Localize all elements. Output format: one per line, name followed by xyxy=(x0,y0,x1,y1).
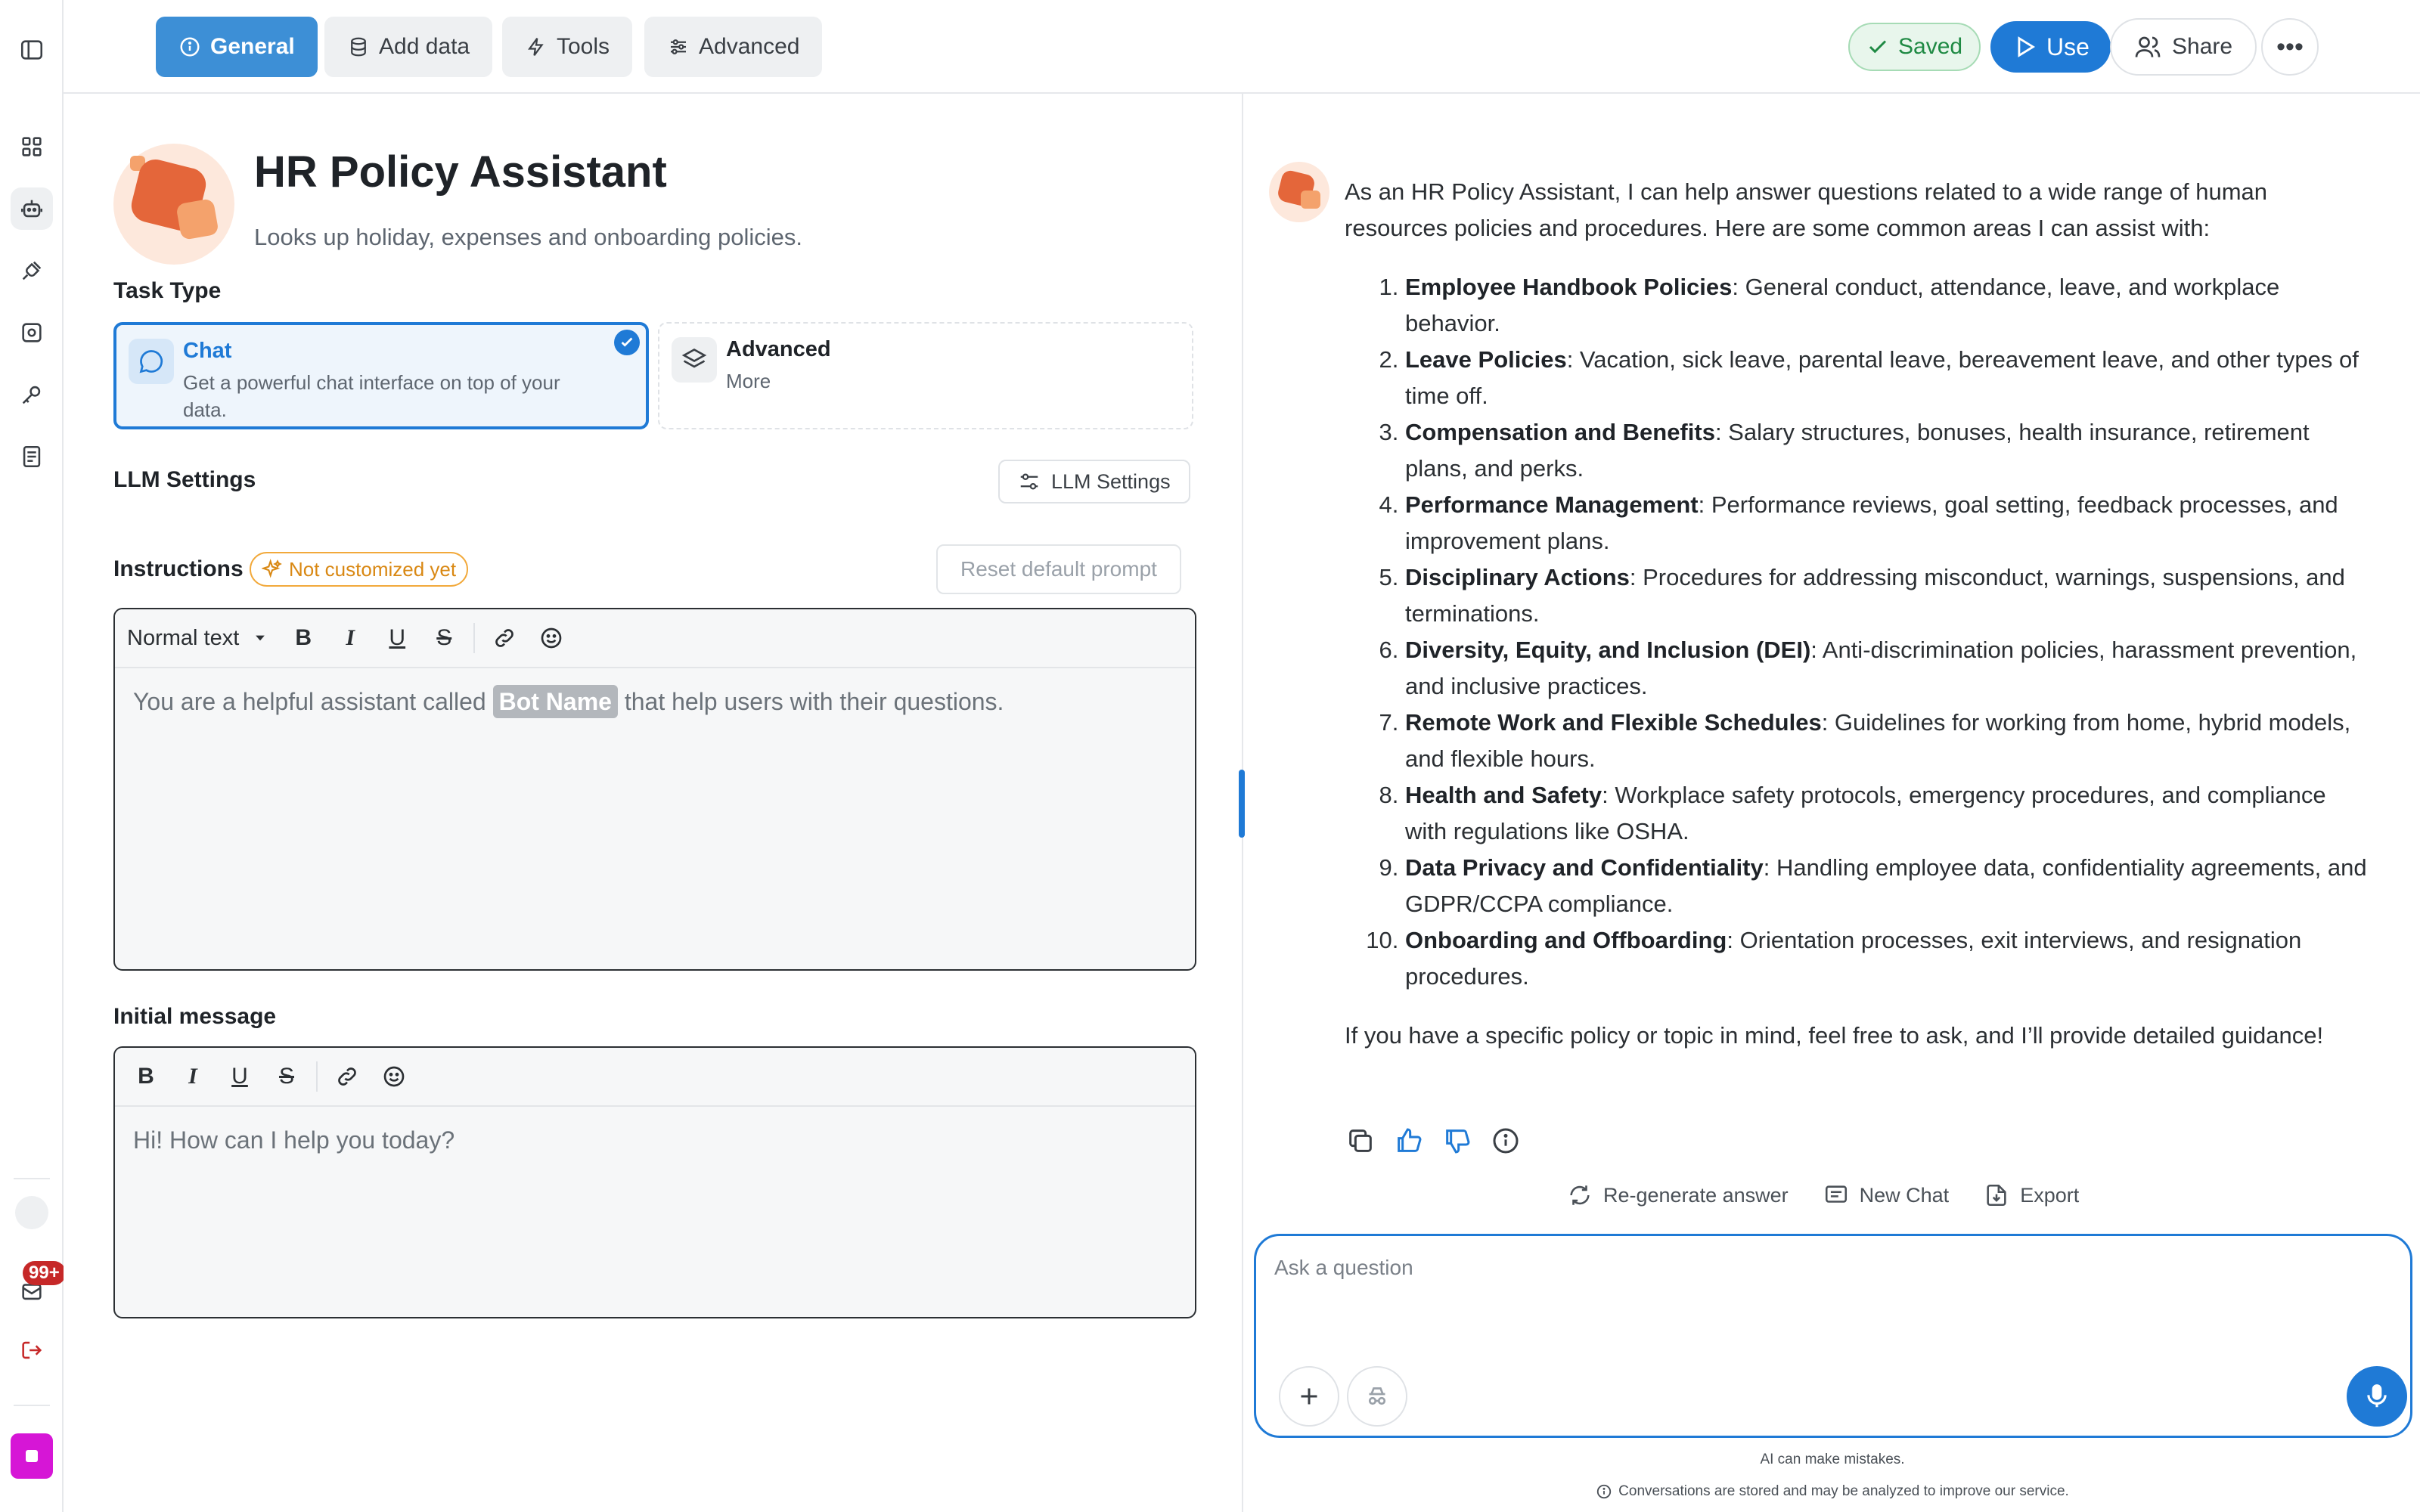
rail-divider xyxy=(14,1405,50,1406)
grid-icon[interactable] xyxy=(11,125,53,168)
export-label: Export xyxy=(2020,1183,2080,1207)
saved-label: Saved xyxy=(1898,34,1963,59)
task-option-name: Advanced xyxy=(726,337,831,361)
list-item: 10. Onboarding and Offboarding: Orientation processes, exit interviews, and resignation procedures. xyxy=(1405,922,2373,995)
use-label: Use xyxy=(2046,33,2090,60)
list-item: 5. Disciplinary Actions: Procedures for addressing misconduct, warnings, suspensions, and terminations. xyxy=(1405,559,2373,632)
llm-settings-button-label: LLM Settings xyxy=(1051,469,1171,493)
instructions-text[interactable] xyxy=(115,668,1195,735)
tab-general[interactable] xyxy=(156,17,318,77)
thumbs-up-icon[interactable] xyxy=(1393,1125,1425,1157)
instructions-label: Instructions xyxy=(113,556,244,581)
microphone-icon xyxy=(2363,1382,2391,1411)
selected-check-icon xyxy=(614,330,640,355)
regenerate-label: Re-generate answer xyxy=(1603,1183,1789,1207)
instructions-text-before: You are a helpful assistant called xyxy=(133,688,493,715)
chat-preview-panel xyxy=(1245,94,2420,1512)
incognito-icon xyxy=(1364,1383,1391,1410)
text-style-select[interactable] xyxy=(124,626,278,651)
list-item: 2. Leave Policies: Vacation, sick leave, parental leave, bereavement leave, and other types of time off. xyxy=(1405,342,2373,414)
tab-label: Add data xyxy=(379,34,470,59)
initial-message-text[interactable]: Hi! How can I help you today? xyxy=(133,1126,455,1154)
top-toolbar xyxy=(64,0,2420,94)
database-icon xyxy=(347,36,370,58)
toolbar-separator xyxy=(473,623,475,653)
logout-icon[interactable] xyxy=(11,1329,53,1371)
rail-divider xyxy=(14,1178,50,1179)
chat-composer xyxy=(1254,1234,2412,1438)
underline-icon[interactable]: U xyxy=(231,1064,248,1089)
llm-settings-label: LLM Settings xyxy=(113,467,256,492)
task-option-chat[interactable] xyxy=(113,322,649,429)
task-type-label: Task Type xyxy=(113,278,222,303)
toolbar-separator xyxy=(316,1061,318,1092)
incognito-button[interactable] xyxy=(1347,1366,1407,1427)
regenerate-answer-button[interactable] xyxy=(1567,1182,1789,1208)
instructions-editor xyxy=(113,608,1196,971)
message-intro: As an HR Policy Assistant, I can help answer questions related to a wide range of human resources policies and procedures. Here are some common areas I can assist with: xyxy=(1345,178,2268,241)
editor-toolbar xyxy=(115,1048,1195,1107)
strikethrough-icon[interactable]: S xyxy=(278,1064,294,1089)
text-style-value: Normal text xyxy=(127,625,240,650)
key-icon[interactable] xyxy=(11,373,53,416)
document-icon[interactable] xyxy=(11,435,53,478)
message-square-icon xyxy=(1823,1182,1849,1208)
panel-resize-handle[interactable] xyxy=(1239,770,1245,838)
export-button[interactable] xyxy=(1984,1182,2079,1208)
tab-label: Advanced xyxy=(699,34,800,59)
list-item: 6. Diversity, Equity, and Inclusion (DEI): Anti-discrimination policies, harassment prevention, and inclusive practices. xyxy=(1405,632,2373,705)
sliders-icon xyxy=(667,36,690,58)
bold-icon[interactable]: B xyxy=(138,1064,154,1089)
tab-label: Tools xyxy=(557,34,610,59)
copy-icon[interactable] xyxy=(1345,1125,1376,1157)
ai-disclaimer: AI can make mistakes. xyxy=(1760,1452,1905,1467)
use-button[interactable] xyxy=(1990,21,2111,73)
storage-note-text: Conversations are stored and may be analyzed to improve our service. xyxy=(1618,1483,2069,1499)
list-item: 9. Data Privacy and Confidentiality: Handling employee data, confidentiality agreements, and GDPR/CCPA compliance. xyxy=(1405,850,2373,922)
list-item: 8. Health and Safety: Workplace safety protocols, emergency procedures, and compliance with regulations like OSHA. xyxy=(1405,777,2373,850)
play-icon xyxy=(2012,34,2037,60)
microphone-button[interactable] xyxy=(2347,1366,2407,1427)
saved-status-badge xyxy=(1848,23,1981,71)
notification-badge: 99+ xyxy=(23,1261,66,1285)
check-icon xyxy=(1866,36,1889,58)
message-feedback-bar xyxy=(1345,1125,1522,1157)
chat-actions xyxy=(1567,1182,2079,1208)
caret-down-icon xyxy=(253,631,268,646)
link-icon[interactable] xyxy=(325,1055,369,1098)
app-logo[interactable] xyxy=(11,1433,53,1479)
new-chat-button[interactable] xyxy=(1823,1182,1950,1208)
llm-settings-button[interactable] xyxy=(998,460,1190,503)
task-option-name: Chat xyxy=(183,339,232,363)
config-panel xyxy=(64,94,1243,1512)
policy-list xyxy=(1405,269,2373,995)
new-chat-label: New Chat xyxy=(1859,1183,1950,1207)
task-option-description: More xyxy=(726,370,771,392)
bot-icon[interactable] xyxy=(11,187,53,230)
settings-sliders-icon xyxy=(1018,470,1041,493)
reset-default-prompt-button[interactable]: Reset default prompt xyxy=(936,544,1181,594)
tab-tools[interactable] xyxy=(502,17,632,77)
task-option-advanced[interactable] xyxy=(658,322,1193,429)
bot-name-variable-chip[interactable]: Bot Name xyxy=(493,685,618,718)
refresh-icon xyxy=(1567,1182,1593,1208)
italic-icon[interactable]: I xyxy=(188,1064,197,1089)
emoji-icon[interactable] xyxy=(529,616,573,660)
sidebar-toggle-icon[interactable] xyxy=(11,29,53,71)
not-customized-badge xyxy=(250,552,468,587)
left-rail xyxy=(0,0,64,1512)
italic-icon[interactable]: I xyxy=(346,625,355,650)
info-icon xyxy=(178,36,201,58)
more-options-button[interactable] xyxy=(2261,18,2319,76)
task-option-description: Get a powerful chat interface on top of your data. xyxy=(183,371,560,421)
ask-question-input[interactable]: Ask a question xyxy=(1274,1256,1413,1279)
more-icon: ••• xyxy=(2276,32,2304,61)
info-small-icon xyxy=(1596,1483,1612,1500)
assistant-message-avatar xyxy=(1269,162,1329,222)
strikethrough-icon[interactable]: S xyxy=(436,625,452,650)
assistant-message xyxy=(1345,174,2373,1054)
layers-icon xyxy=(672,337,717,383)
assistant-avatar[interactable] xyxy=(113,144,234,265)
initial-message-label: Initial message xyxy=(113,1004,277,1029)
team-icon[interactable] xyxy=(15,1196,48,1229)
assistant-description[interactable]: Looks up holiday, expenses and onboarding policies. xyxy=(254,224,802,250)
list-item: 7. Remote Work and Flexible Schedules: Guidelines for working from home, hybrid models, and flexible hours. xyxy=(1405,705,2373,777)
plug-icon[interactable] xyxy=(11,249,53,292)
chat-bubble-icon xyxy=(129,339,174,384)
info-circle-icon[interactable] xyxy=(1490,1125,1522,1157)
add-attachment-button[interactable] xyxy=(1279,1366,1339,1427)
scan-icon[interactable] xyxy=(11,311,53,354)
editor-toolbar xyxy=(115,609,1195,668)
sparkle-icon xyxy=(262,559,283,580)
storage-notice xyxy=(1245,1483,2420,1500)
users-icon xyxy=(2134,33,2161,60)
tab-add-data[interactable] xyxy=(324,17,492,77)
export-file-icon xyxy=(1984,1182,2009,1208)
tab-label: General xyxy=(210,34,295,59)
not-customized-text: Not customized yet xyxy=(289,557,457,581)
bolt-icon xyxy=(525,36,548,58)
thumbs-down-icon[interactable] xyxy=(1441,1125,1473,1157)
share-label: Share xyxy=(2172,34,2233,59)
instructions-text-after: that help users with their questions. xyxy=(617,688,1004,715)
assistant-name[interactable]: HR Policy Assistant xyxy=(254,147,667,197)
plus-icon xyxy=(1295,1383,1323,1410)
emoji-icon[interactable] xyxy=(372,1055,416,1098)
list-item: 4. Performance Management: Performance reviews, goal setting, feedback processes, and improvement plans. xyxy=(1405,487,2373,559)
initial-message-editor xyxy=(113,1046,1196,1318)
list-item: 3. Compensation and Benefits: Salary structures, bonuses, health insurance, retirement plans, and perks. xyxy=(1405,414,2373,487)
list-item: 1. Employee Handbook Policies: General conduct, attendance, leave, and workplace behavior. xyxy=(1405,269,2373,342)
link-icon[interactable] xyxy=(482,616,526,660)
message-outro: If you have a specific policy or topic in mind, feel free to ask, and I’ll provide detailed guidance! xyxy=(1345,1022,2324,1049)
underline-icon[interactable]: U xyxy=(389,625,406,650)
bold-icon[interactable]: B xyxy=(295,625,312,650)
share-button[interactable] xyxy=(2110,18,2257,76)
tab-advanced[interactable] xyxy=(644,17,822,77)
